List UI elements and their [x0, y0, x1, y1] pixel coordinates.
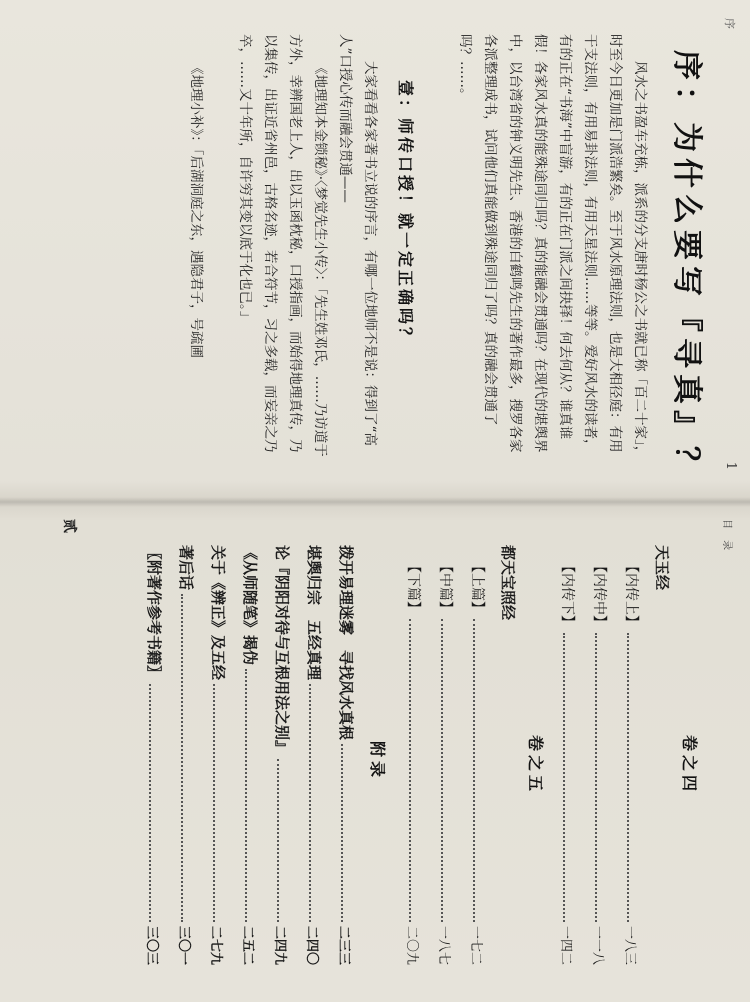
toc-entry-label: 【中篇】: [437, 559, 453, 615]
toc-entry: [404, 559, 426, 965]
toc-entry: [176, 545, 198, 965]
leader-dots: [595, 633, 597, 922]
toc-page: [40, 515, 740, 995]
toc-entry-label: 论『阴阳对待与互根用法之别』: [273, 545, 291, 756]
toc-entry-page: 一七二: [468, 925, 483, 965]
toc-entry-label: 【下篇】: [405, 559, 421, 615]
volume-5-heading: 卷之五: [526, 735, 545, 796]
toc-entry-page: 三〇三: [144, 925, 159, 965]
preface-header: [716, 10, 740, 490]
toc-entry-label: 《从师随笔》揭伪: [241, 545, 259, 666]
toc-entry: [272, 545, 294, 965]
leader-dots: [563, 633, 565, 922]
toc-entry: [208, 545, 230, 965]
toc-entry-page: 一八三: [622, 925, 637, 965]
preface-title: 序：为什么要写『寻真』？: [669, 50, 704, 482]
toc-entry-page: 二〇九: [404, 925, 419, 965]
leader-dots: [149, 684, 151, 922]
toc-entry: [498, 545, 520, 965]
toc-entry-page: 二四〇: [304, 925, 319, 965]
section-heading: 壹：师传口授！就一定正确吗？: [396, 80, 415, 347]
leader-dots: [309, 684, 311, 922]
toc-page-number: 贰: [61, 519, 77, 533]
leader-dots: [341, 744, 343, 922]
toc-entry-page: 三〇一: [176, 925, 191, 965]
toc-entry: [240, 545, 262, 965]
leader-dots: [245, 669, 247, 922]
toc-entry-label: 关于《辨正》及五经: [209, 545, 227, 681]
toc-entry: [652, 545, 674, 965]
toc-entry-label: 【内传上】: [623, 559, 639, 629]
toc-entry-page: 一一八: [590, 925, 605, 965]
toc-entry-label: 拨开易理迷雾 寻找风水真根: [337, 545, 355, 741]
toc-side-label: 目 录: [721, 519, 732, 555]
appendix-heading: 附录: [368, 741, 387, 782]
toc-entry-page: 一四二: [558, 925, 573, 965]
toc-entry-label: 〖附著作参考书籍〗: [145, 545, 163, 681]
toc-entry: [336, 545, 358, 965]
leader-dots: [213, 684, 215, 922]
leader-dots: [181, 594, 183, 922]
toc-entry-label: 【上篇】: [469, 559, 485, 615]
toc-entry-label: 著后话: [177, 545, 195, 591]
toc-entry-label: 天玉经: [653, 545, 671, 591]
running-header-label: 序: [723, 18, 736, 31]
toc-entry: [144, 545, 166, 965]
leader-dots: [409, 619, 411, 922]
preface-paragraph-4: 《地理小补》：「后湖洞庭之东，遇隐君子，号疏圃: [188, 61, 204, 358]
toc-entry: [622, 559, 644, 965]
preface-page: [40, 10, 740, 490]
toc-entry-page: 一八七: [436, 925, 451, 965]
toc-entry: [558, 559, 580, 965]
toc-entry: [590, 559, 612, 965]
preface-paragraph-2: 大家看看各家著书立说的序言，有哪一位地师不是说：得到了“高人”口授心传而融会贯通——: [337, 34, 378, 446]
preface-paragraph-1: 风水之书盈车充栋，派系的分支唐时杨公之书就已称「百二十家」，时至今日更加是门派浩繁矣。至于风水原理法则，也是大相径庭：有用干支法则，有用易卦法则，有用天星法则……等等。爱好风水的读者，有的正在“书海”中盲游，有的正在门派之间抉择！何去何从？谁真谁假！各家风水真的能殊途同归吗？真的能融会贯通吗？在现代的堪舆界中，以台湾省的钟义明先生、香港的白鹤鸣先生的著作最多，搜罗各家各派整理成书，试问他们真能做到殊途同归了吗？真的融会贯通了吗？……。: [457, 34, 648, 460]
leader-dots: [473, 619, 475, 922]
preface-paragraph-3: 《地理知本金锁秘》·〈梦觉先生小传〉：「先生姓邓氏，……乃访道于方外，幸辨国老上人，出以玉函枕秘，口授指画，而始得地理真传，乃以集传，出证近省州邑，古格名迹，若合符节，习之多载，而妄亲之乃卒，……又十年所，自许穷其变以底于化也已。」: [237, 34, 328, 457]
leader-dots: [277, 759, 279, 922]
toc-entry-page: 二七九: [208, 925, 223, 965]
toc-entry-page: 二五二: [240, 925, 255, 965]
toc-entry-page: 二三三: [336, 925, 351, 965]
toc-entry-label: 堪舆归宗 五经真理: [305, 545, 323, 681]
volume-4-heading: 卷之四: [680, 735, 699, 796]
leader-dots: [441, 619, 443, 922]
toc-entry: [436, 559, 458, 965]
toc-entry-page: 二四九: [272, 925, 287, 965]
toc-entry: [468, 559, 490, 965]
toc-entry-label: 【内传中】: [591, 559, 607, 629]
toc-entry: [304, 545, 326, 965]
toc-entry-label: 都天宝照经: [499, 545, 517, 621]
leader-dots: [627, 633, 629, 922]
page-number: 1: [723, 461, 738, 470]
book-spine-shadow: [0, 497, 750, 507]
toc-entry-label: 【内传下】: [559, 559, 575, 629]
